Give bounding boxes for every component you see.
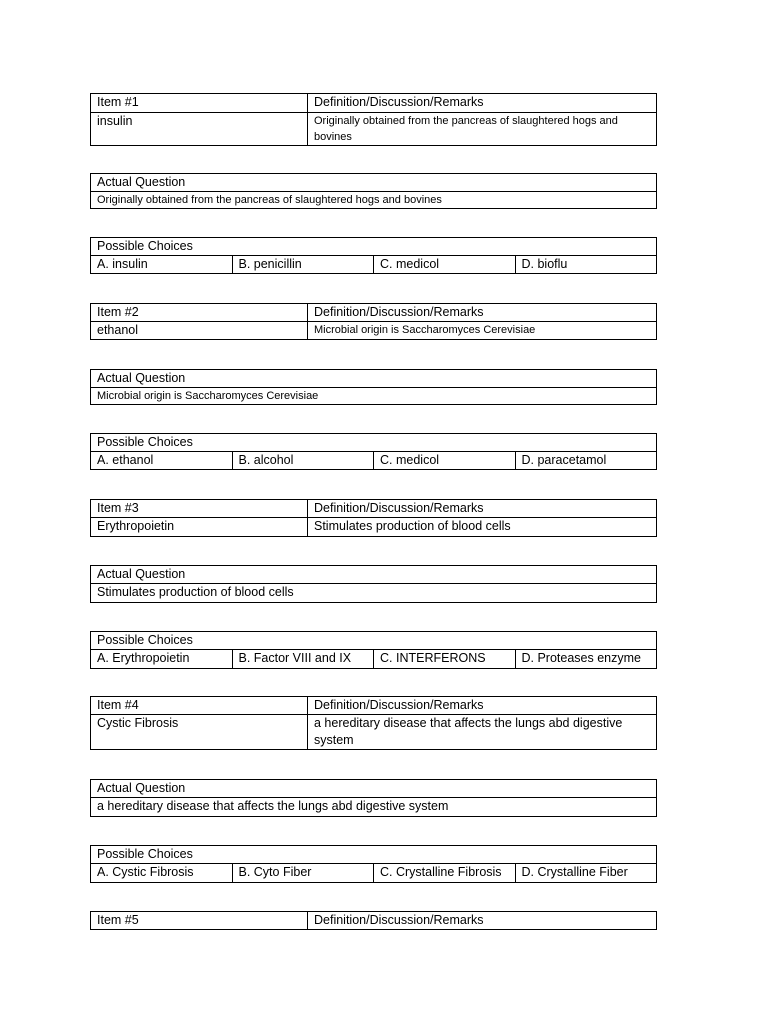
actual-question-header: Actual Question [91,780,657,798]
possible-choices-table-2 [90,433,657,470]
item-number-header: Item #3 [91,500,308,518]
possible-choices-header: Possible Choices [91,434,657,452]
item-number-header: Item #2 [91,304,308,322]
choice-b: B. Factor VIII and IX [232,650,374,669]
item-definition: Originally obtained from the pancreas of slaughtered hogs and bovines [308,113,657,146]
choice-d: D. Crystalline Fiber [515,864,657,883]
actual-question-text: Originally obtained from the pancreas of slaughtered hogs and bovines [91,192,657,209]
possible-choices-header: Possible Choices [91,238,657,256]
choice-c: C. Crystalline Fibrosis [374,864,516,883]
choice-b: B. alcohol [232,452,374,470]
choice-a: A. ethanol [91,452,233,470]
item-table-4 [90,696,657,750]
choice-a: A. Cystic Fibrosis [91,864,233,883]
possible-choices-header: Possible Choices [91,632,657,650]
choice-a: A. insulin [91,256,233,274]
actual-question-header: Actual Question [91,370,657,388]
actual-question-text: a hereditary disease that affects the lungs abd digestive system [91,798,657,817]
item-table-1 [90,93,657,146]
choice-c: C. INTERFERONS [374,650,516,669]
actual-question-table-4 [90,779,657,817]
choice-c: C. medicol [374,452,516,470]
item-table-2 [90,303,657,340]
possible-choices-header: Possible Choices [91,846,657,864]
actual-question-header: Actual Question [91,174,657,192]
definition-header: Definition/Discussion/Remarks [308,500,657,518]
actual-question-table-1 [90,173,657,209]
actual-question-header: Actual Question [91,566,657,584]
actual-question-table-3 [90,565,657,603]
choice-d: D. bioflu [515,256,657,274]
choice-b: B. penicillin [232,256,374,274]
choice-a: A. Erythropoietin [91,650,233,669]
actual-question-text: Stimulates production of blood cells [91,584,657,603]
definition-header: Definition/Discussion/Remarks [308,304,657,322]
item-number-header: Item #1 [91,94,308,113]
definition-header: Definition/Discussion/Remarks [308,912,657,930]
choice-b: B. Cyto Fiber [232,864,374,883]
choice-c: C. medicol [374,256,516,274]
definition-header: Definition/Discussion/Remarks [308,94,657,113]
possible-choices-table-4 [90,845,657,883]
item-table-5 [90,911,657,930]
item-term: insulin [91,113,308,146]
actual-question-table-2 [90,369,657,405]
item-number-header: Item #5 [91,912,308,930]
choice-d: D. Proteases enzyme [515,650,657,669]
item-table-3 [90,499,657,537]
item-definition: a hereditary disease that affects the lungs abd digestive system [308,715,657,750]
possible-choices-table-3 [90,631,657,669]
definition-header: Definition/Discussion/Remarks [308,697,657,715]
item-term: ethanol [91,322,308,340]
item-number-header: Item #4 [91,697,308,715]
item-term: Cystic Fibrosis [91,715,308,750]
choice-d: D. paracetamol [515,452,657,470]
possible-choices-table-1 [90,237,657,274]
item-definition: Stimulates production of blood cells [308,518,657,537]
item-definition: Microbial origin is Saccharomyces Cerevisiae [308,322,657,340]
item-term: Erythropoietin [91,518,308,537]
actual-question-text: Microbial origin is Saccharomyces Cerevisiae [91,388,657,405]
